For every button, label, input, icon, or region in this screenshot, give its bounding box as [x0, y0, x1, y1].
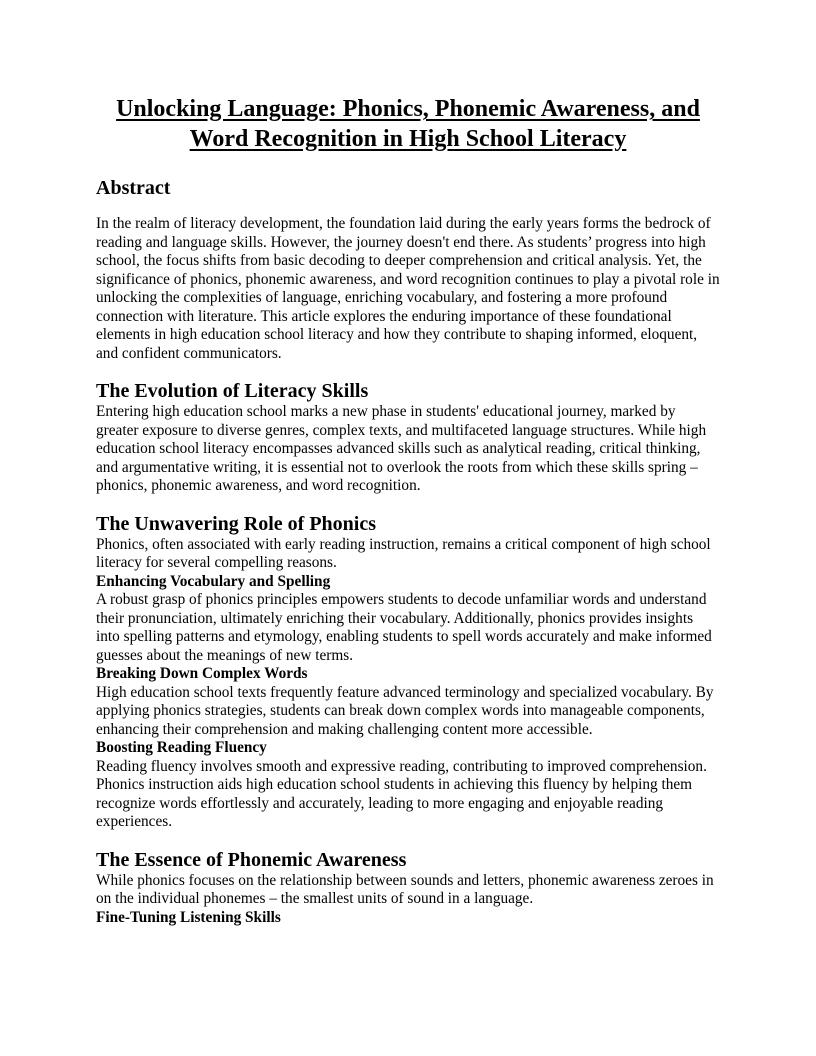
subsection-heading: Fine-Tuning Listening Skills	[96, 908, 281, 926]
section-intro: Phonics, often associated with early reading instruction, remains a critical component of high school literacy for several compelling reasons.	[96, 535, 711, 571]
section-intro: While phonics focuses on the relationship between sounds and letters, phonemic awareness zeroes in on the individual phonemes – the smallest units of sound in a language.	[96, 871, 714, 907]
section-heading: The Evolution of Literacy Skills	[96, 380, 369, 402]
section-evolution-of-literacy-skills	[96, 379, 720, 496]
abstract-paragraph: In the realm of literacy development, the foundation laid during the early years forms the bedrock of reading and language skills. However, the journey doesn't end there. As students’ progress into high school, the focus shifts from basic decoding to deeper comprehension and critical analysis. Yet, the significance of phonics, phonemic awareness, and word recognition continues to play a pivotal role in unlocking the complexities of language, enriching vocabulary, and fostering a more profound connection with literature. This article explores the enduring importance of these foundational elements in high education school literacy and how they contribute to shaping informed, eloquent, and confident communicators.	[96, 215, 720, 362]
subsection-paragraph: Reading fluency involves smooth and expressive reading, contributing to improved comprehension. Phonics instruction aids high education school students in achieving this fluency by helping them recognize words effortlessly and accurately, leading to more engaging and enjoyable reading experiences.	[96, 757, 707, 830]
section-role-of-phonics	[96, 512, 720, 832]
subsection-heading: Breaking Down Complex Words	[96, 665, 308, 682]
subsection-heading: Enhancing Vocabulary and Spelling	[96, 572, 331, 590]
subsection-paragraph: A robust grasp of phonics principles empowers students to decode unfamiliar words and understand their pronunciation, ultimately enriching their vocabulary. Additionally, phonics provides insights into spelling patterns and etymology, enabling students to spell words accurately and make informed guesses about the meanings of new terms.	[96, 591, 712, 664]
abstract-heading: Abstract	[96, 177, 171, 199]
section-phonemic-awareness	[96, 848, 720, 928]
subsection-heading: Boosting Reading Fluency	[96, 739, 267, 756]
section-paragraph: Entering high education school marks a new phase in students' educational journey, marked by greater exposure to diverse genres, complex texts, and multifaceted language structures. While high education school literacy encompasses advanced skills such as analytical reading, critical thinking, and argumentative writing, it is essential not to overlook the roots from which these skills spring – phonics, phonemic awareness, and word recognition.	[96, 403, 707, 494]
subsection-paragraph: High education school texts frequently feature advanced terminology and specialized vocabulary. By applying phonics strategies, students can break down complex words into manageable components, enhancing their comprehension and making challenging content more accessible.	[96, 683, 714, 738]
page-title: Unlocking Language: Phonics, Phonemic Awareness, and Word Recognition in High School Literacy	[116, 96, 700, 152]
section-heading: The Essence of Phonemic Awareness	[96, 848, 407, 871]
section-heading: The Unwavering Role of Phonics	[96, 512, 376, 535]
